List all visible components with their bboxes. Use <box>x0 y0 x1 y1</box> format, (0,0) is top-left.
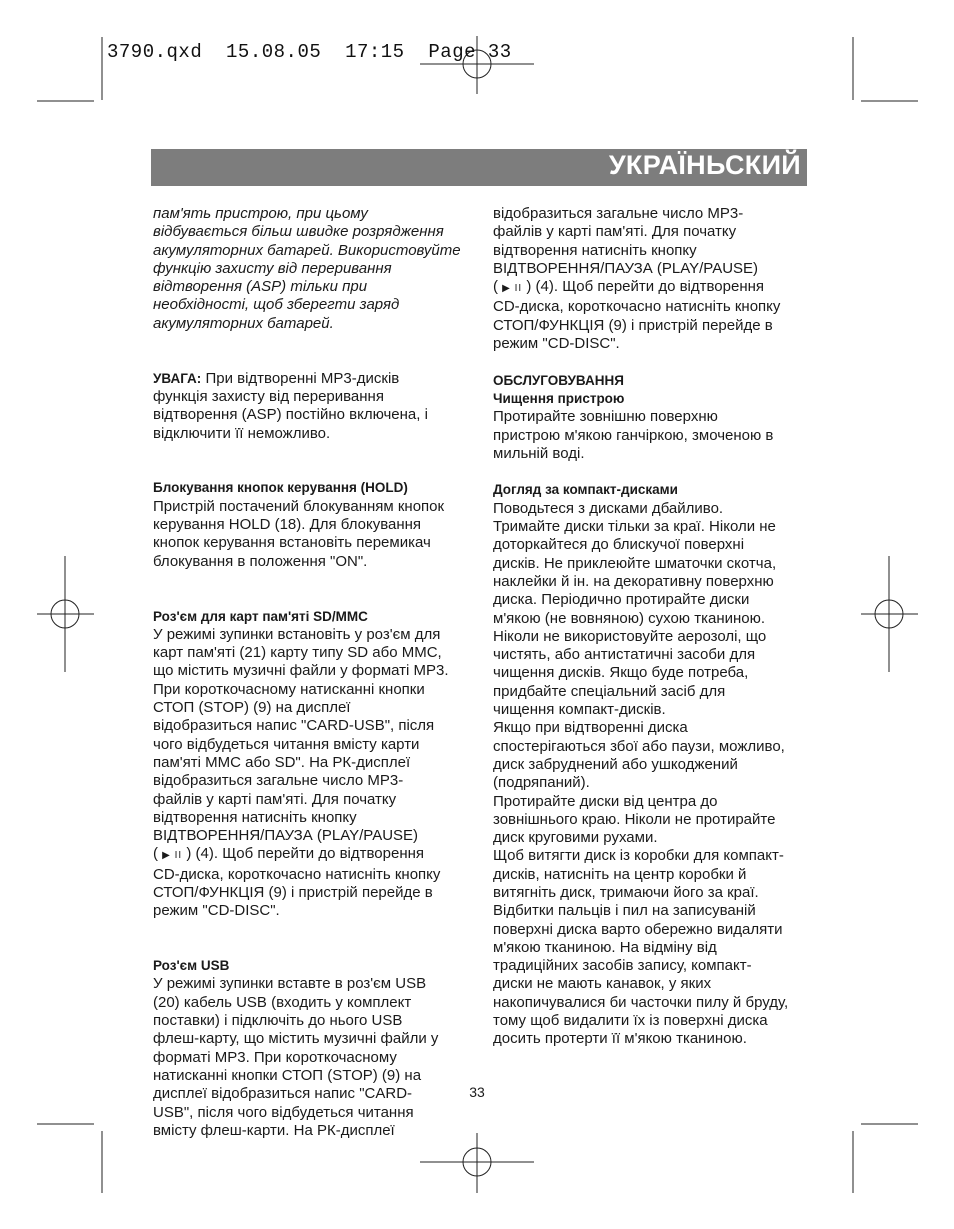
text-line: карт пам'яті (21) карту типу SD або MMC, <box>153 644 442 662</box>
text-line: доторкайтеся до блискучої поверхні <box>493 536 745 554</box>
text-line: відобразиться загальне число MP3- <box>493 205 744 222</box>
play-pause-icon: ▶ II <box>502 283 523 295</box>
section-heading: Роз'єм для карт пам'яті SD/MMC <box>153 608 368 624</box>
text-line: поставки) і підключіть до нього USB <box>153 1012 403 1030</box>
registration-mark-right <box>861 556 918 672</box>
right-column <box>493 205 811 1049</box>
text-line: ( ▶ II ) (4). Щоб перейти до відтворення <box>493 278 765 296</box>
maintenance-section <box>493 372 811 463</box>
text-line: функція захисту від переривання <box>153 387 384 405</box>
text-line: ВІДТВОРЕННЯ/ПАУЗА (PLAY/PAUSE) <box>493 259 759 277</box>
text-line: поверхні диска варто обережно видаляти <box>493 920 783 938</box>
text-line: натисканні кнопки СТОП (STOP) (9) на <box>153 1066 422 1084</box>
text-line: Протирайте диски від центра до <box>493 792 718 810</box>
text-line: пам'ять пристрою, при цьому <box>153 205 368 222</box>
slug-date: 15.08.05 <box>226 41 322 63</box>
text-line: СТОП (STOP) (9) на дисплеї <box>153 699 351 717</box>
text-line: відтворення натисніть кнопку <box>153 808 357 826</box>
text-line: пам'яті MMC або SD". На РК-дисплеї <box>153 753 411 771</box>
hold-section <box>153 479 468 570</box>
text-line: Поводьтеся з дисками дбайливо. <box>493 499 724 517</box>
text-line: тому щоб видалити їх із поверхні диска <box>493 1012 768 1030</box>
text-line: ( ▶ II ) (4). Щоб перейти до відтворення <box>153 845 425 863</box>
section-subheading: Чищення пристрою <box>493 390 625 406</box>
text-line: флеш-карту, що містить музичні файли у <box>153 1030 439 1048</box>
play-pause-icon: ▶ II <box>162 850 183 862</box>
text-line: диски не мають канавок, у яких <box>493 975 712 993</box>
text-line: зовнішнього краю. Ніколи не протирайте <box>493 810 776 828</box>
text-line: файлів у карті пам'яті. Для початку <box>493 223 737 241</box>
text-line: CD-диска, короткочасно натисніть кнопку <box>153 865 441 883</box>
text-line: придбайте спеціальний засіб для <box>493 682 726 700</box>
text-line: режим "CD-DISC". <box>153 902 280 920</box>
text-line: Пристрій постачений блокуванням кнопок <box>153 497 445 515</box>
text-line: кнопок керування встановіть перемикач <box>153 534 431 552</box>
page-title: УКРАЇНЬСКИЙ <box>608 150 801 180</box>
disc-care-section <box>493 481 811 1048</box>
slug-time: 17:15 <box>345 41 405 63</box>
slug-file: 3790.qxd <box>107 41 203 63</box>
text-line: Протирайте зовнішню поверхню <box>493 408 718 426</box>
text-line: відтворення (ASP) постійно включена, і <box>153 406 428 424</box>
text-line: відбувається більш швидке розрядження <box>153 223 444 241</box>
text-line: функцію захисту від переривання <box>153 259 392 277</box>
text-line: досить протерти її м'якою тканиною. <box>493 1030 747 1048</box>
text-line: Ніколи не використовуйте аерозолі, що <box>493 627 767 645</box>
warning-label: УВАГА: <box>153 370 202 386</box>
text-line: акумуляторних батарей. <box>153 314 334 332</box>
text-line: ВІДТВОРЕННЯ/ПАУЗА (PLAY/PAUSE) <box>153 827 419 845</box>
text-line: CD-диска, короткочасно натисніть кнопку <box>493 298 781 316</box>
text-line: форматі MP3. При короткочасному <box>153 1048 397 1066</box>
warning-paragraph <box>153 370 468 443</box>
text-line: мильній воді. <box>493 444 585 462</box>
registration-mark-left <box>37 556 94 672</box>
registration-mark-bottom <box>420 1133 534 1193</box>
text-line: При короткочасному натисканні кнопки <box>153 680 425 698</box>
text-line: вмісту флеш-карти. На РК-дисплеї <box>153 1121 395 1139</box>
text-line: наклейки й ін. на декоративну поверхню <box>493 572 774 590</box>
text-line: відключити її неможливо. <box>153 424 331 442</box>
section-heading: Роз'єм USB <box>153 958 230 974</box>
text-line: диск круговими рухами. <box>493 829 658 847</box>
text-line: м'якою (не вовняною) сухою тканиною. <box>493 609 766 627</box>
text-line: необхідності, щоб зберегти заряд <box>153 296 400 314</box>
text-line: відтворення (ASP) тільки при <box>153 278 368 296</box>
text-line: чистять, або антистатичні засоби для <box>493 646 756 664</box>
text-line: диск забруднений або ушкоджений <box>493 755 738 773</box>
section-heading: ОБСЛУГОВУВАННЯ <box>493 372 624 388</box>
text-line <box>153 370 468 388</box>
text-line: Щоб витягти диск із коробки для компакт- <box>493 847 784 865</box>
section-heading: Блокування кнопок керування (HOLD) <box>153 480 408 496</box>
text-line: акумуляторних батарей. Використовуйте <box>153 241 461 259</box>
slug-page: Page 33 <box>428 41 512 63</box>
text-fragment: ) (4). Щоб перейти до відтворення <box>526 278 765 296</box>
text-line: що містить музичні файли у форматі MP3. <box>153 662 449 680</box>
section-heading: Догляд за компакт-дисками <box>493 482 678 498</box>
text-line: файлів у карті пам'яті. Для початку <box>153 790 397 808</box>
text-line: відобразиться загальне число MP3- <box>153 772 404 790</box>
text-line: чищення дисків. Якщо буде потреба, <box>493 664 749 682</box>
text-line: Відбитки пальців і пил на записуваній <box>493 902 756 920</box>
text-line: диска. Періодично протирайте диски <box>493 591 750 609</box>
language-banner <box>151 149 807 186</box>
text-line: блокування в положення "ON". <box>153 552 368 570</box>
text-fragment: ) (4). Щоб перейти до відтворення <box>186 845 425 863</box>
text-line: дисків. Не приклеюйте шматочки скотча, <box>493 554 777 572</box>
text-line: У режимі зупинки встановіть у роз'єм для <box>153 625 441 643</box>
text-line: традиційних засобів запису, компакт- <box>493 957 752 975</box>
text-line: керування HOLD (18). Для блокування <box>153 516 422 534</box>
text-line: відтворення натисніть кнопку <box>493 241 697 259</box>
text-line: Тримайте диски тільки за краї. Ніколи не <box>493 518 776 536</box>
left-column <box>153 205 468 1140</box>
text-line: накопичувалися би часточки пилу й бруду, <box>493 993 789 1011</box>
text-line: дисків, натисніть на центр коробки й <box>493 865 747 883</box>
warning-text: При відтворенні MP3-дисків <box>201 369 400 387</box>
text-line: чищення компакт-дисків. <box>493 701 666 719</box>
text-line: режим "CD-DISC". <box>493 335 620 353</box>
page-number: 33 <box>469 1084 485 1100</box>
text-line: дисплеї відобразиться напис "CARD- <box>153 1085 413 1103</box>
text-line: (20) кабель USB (входить у комплект <box>153 993 412 1011</box>
text-line: витягніть диск, тримаючи його за краї. <box>493 883 759 901</box>
text-line: відобразиться напис "CARD-USB", після <box>153 717 435 735</box>
usb-section <box>153 957 468 1140</box>
sd-mmc-section <box>153 608 468 921</box>
text-line: спостерігаються збої або паузи, можливо, <box>493 737 785 755</box>
text-line: У режимі зупинки вставте в роз'єм USB <box>153 975 427 993</box>
text-line: чого відбудеться читання вмісту карти <box>153 735 420 753</box>
text-line: USB", після чого відбудеться читання <box>153 1103 414 1121</box>
asp-note <box>153 205 468 333</box>
text-line: Якщо при відтворенні диска <box>493 719 688 737</box>
usb-continued <box>493 205 811 353</box>
print-slug <box>107 41 512 63</box>
text-line: СТОП/ФУНКЦІЯ (9) і пристрій перейде в <box>153 883 433 901</box>
text-line: (подряпаний). <box>493 774 590 792</box>
text-line: пристрою м'якою ганчіркою, змоченою в <box>493 426 774 444</box>
text-line: СТОП/ФУНКЦІЯ (9) і пристрій перейде в <box>493 316 773 334</box>
text-line: м'якою тканиною. На відміну від <box>493 938 717 956</box>
